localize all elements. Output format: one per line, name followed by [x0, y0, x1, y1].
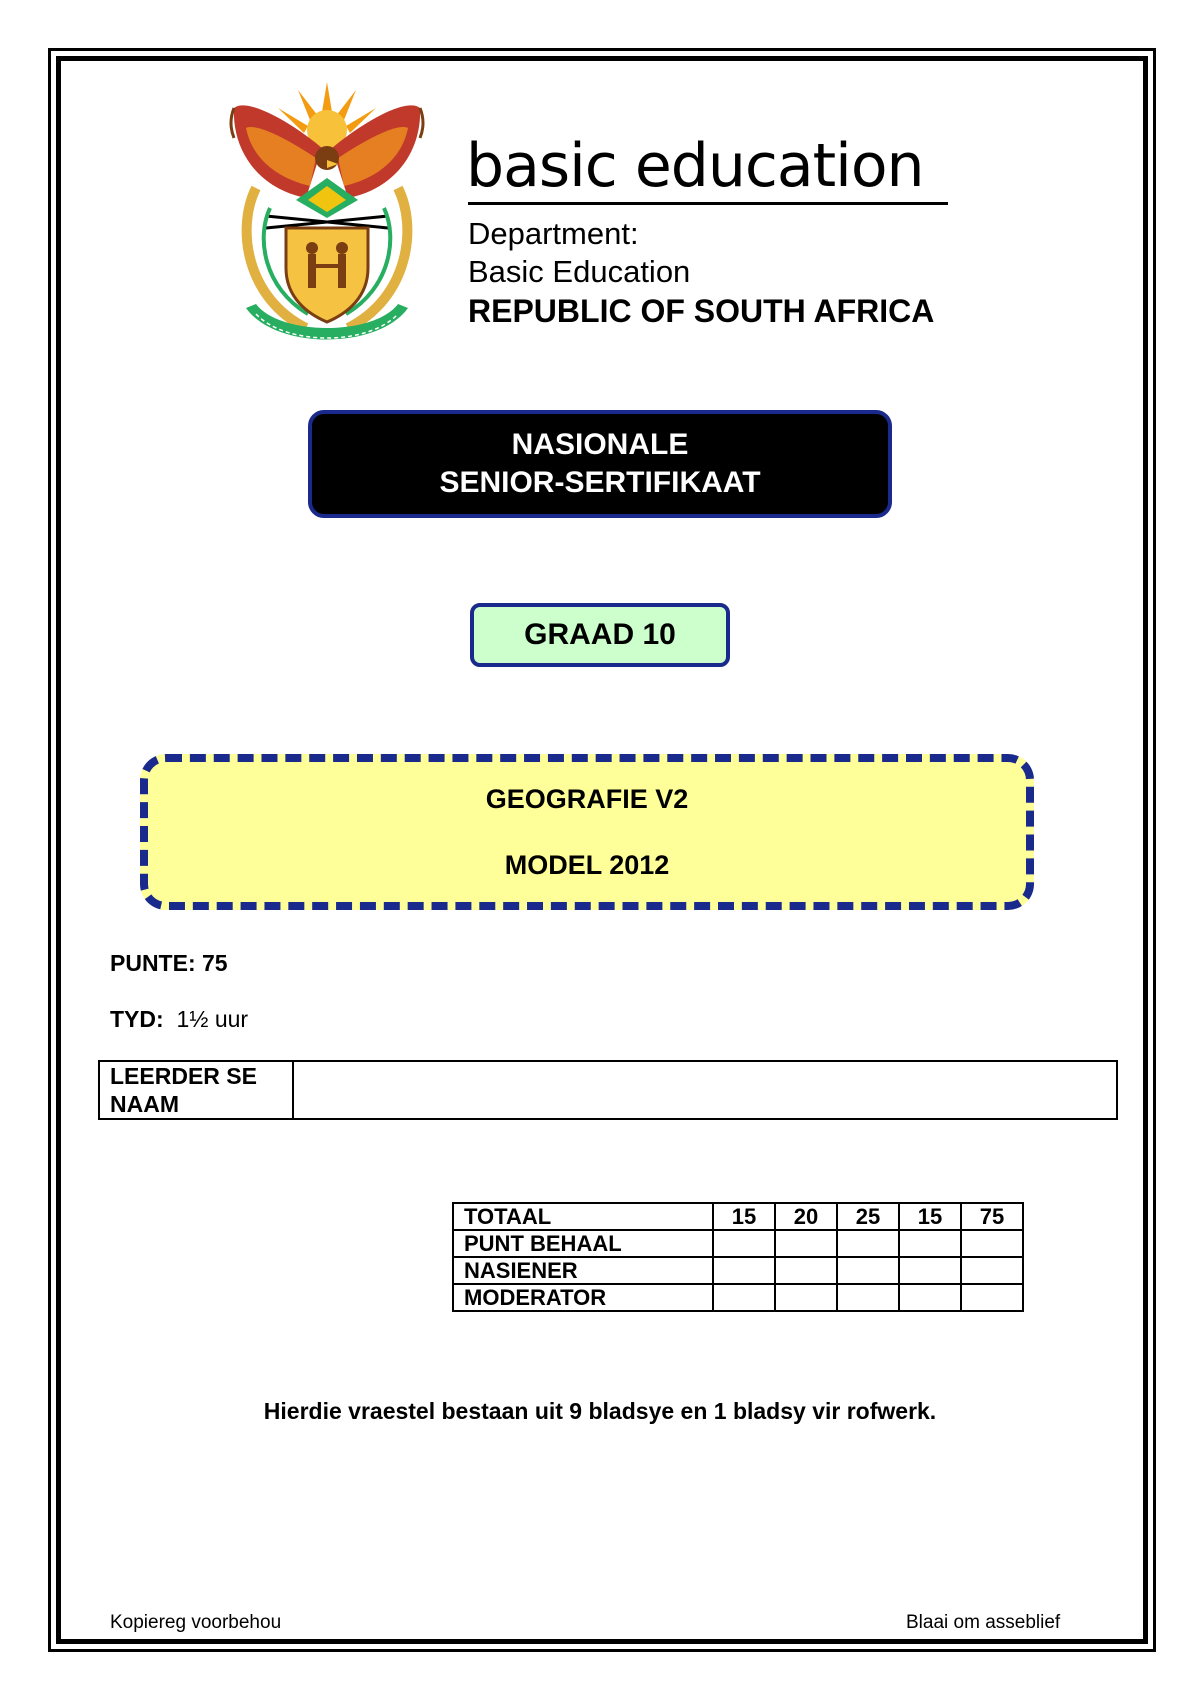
- subject-panel: [140, 754, 1034, 910]
- score-entry-cell[interactable]: [713, 1257, 775, 1284]
- score-entry-cell[interactable]: [961, 1257, 1023, 1284]
- score-entry-cell[interactable]: [837, 1230, 899, 1257]
- score-total-cell: 20: [775, 1203, 837, 1230]
- score-row: [453, 1257, 1023, 1284]
- score-total-cell: 15: [713, 1203, 775, 1230]
- grade-badge: [470, 603, 730, 667]
- department-name: Basic Education: [468, 254, 691, 289]
- score-total-cell: 75: [961, 1203, 1023, 1230]
- score-entry-cell[interactable]: [775, 1284, 837, 1311]
- department-label: Department:: [468, 216, 639, 251]
- score-entry-cell[interactable]: [837, 1284, 899, 1311]
- score-entry-cell[interactable]: [961, 1230, 1023, 1257]
- score-row: [453, 1230, 1023, 1257]
- marks-line: [110, 950, 228, 977]
- score-table: [452, 1202, 1024, 1312]
- marks-label: PUNTE:: [110, 950, 196, 976]
- subject-model: MODEL 2012: [504, 850, 670, 880]
- score-row-label: MODERATOR: [453, 1284, 713, 1311]
- time-value: 1½ uur: [176, 1006, 249, 1032]
- score-entry-cell[interactable]: [899, 1230, 961, 1257]
- grade-label: GRAAD 10: [524, 618, 676, 651]
- score-entry-cell[interactable]: [775, 1230, 837, 1257]
- marks-value: 75: [202, 950, 228, 976]
- score-total-cell: 15: [899, 1203, 961, 1230]
- score-row: [453, 1203, 1023, 1230]
- score-row-label: PUNT BEHAAL: [453, 1230, 713, 1257]
- subject-name: GEOGRAFIE V2: [485, 784, 689, 814]
- certificate-line2: SENIOR-SERTIFIKAAT: [439, 466, 761, 499]
- time-line: [110, 1006, 248, 1033]
- brand-underline: [468, 202, 948, 205]
- country-name: REPUBLIC OF SOUTH AFRICA: [468, 293, 935, 329]
- learner-name-field[interactable]: [293, 1061, 1117, 1119]
- score-entry-cell[interactable]: [961, 1284, 1023, 1311]
- learner-name-label: LEERDER SE NAAM: [99, 1061, 293, 1119]
- score-entry-cell[interactable]: [837, 1257, 899, 1284]
- certificate-line1: NASIONALE: [511, 428, 689, 461]
- certificate-banner: [308, 410, 892, 518]
- brand-title: basic education: [466, 131, 924, 201]
- score-row: [453, 1284, 1023, 1311]
- learner-name-table: [98, 1060, 1118, 1120]
- footer-turn-page: Blaai om asseblief: [906, 1612, 1061, 1633]
- footer-copyright: Kopiereg voorbehou: [110, 1612, 282, 1633]
- time-label: TYD:: [110, 1006, 164, 1032]
- score-row-label: TOTAAL: [453, 1203, 713, 1230]
- score-entry-cell[interactable]: [713, 1230, 775, 1257]
- coat-of-arms-icon: [226, 78, 428, 354]
- score-entry-cell[interactable]: [775, 1257, 837, 1284]
- score-entry-cell[interactable]: [899, 1257, 961, 1284]
- pages-note: Hierdie vraestel bestaan uit 9 bladsye en 1 bladsy vir rofwerk.: [263, 1398, 937, 1424]
- score-entry-cell[interactable]: [713, 1284, 775, 1311]
- score-row-label: NASIENER: [453, 1257, 713, 1284]
- score-entry-cell[interactable]: [899, 1284, 961, 1311]
- score-total-cell: 25: [837, 1203, 899, 1230]
